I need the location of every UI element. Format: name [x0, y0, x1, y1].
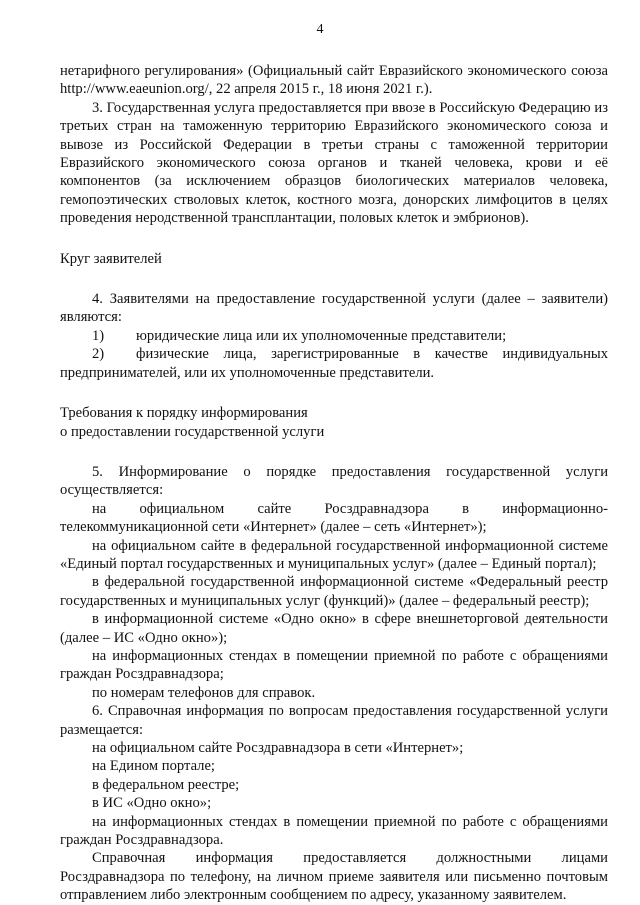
paragraph-5-item-website: на официальном сайте Росздравнадзора в информационно-телекоммуникационной сети «Интернет» (далее – сеть «Интернет»); — [60, 500, 608, 536]
paragraph-6-item-portal: на Едином портале; — [92, 758, 215, 775]
paragraph-3: 3. Государственная услуга предоставляется при ввозе в Российскую Федерацию из третьих стран на таможенную территорию Евразийского экономического союза и вывозе из Российской Федерации в третьи страны с таможенной территории Евразийского экономического союза органов и тканей человека, крови и её компонентов (за исключением образцов биологических материалов человека, гемопоэтических стволовых клеток, костного мозга, донорских лимфоцитов в целях проведения неродственной трансплантации, половых клеток и эмбрионов). — [60, 99, 608, 227]
list-item-text: юридические лица или их уполномоченные представители; — [136, 327, 507, 344]
paragraph-6-item-stands: на информационных стендах в помещении приемной по работе с обращениями граждан Росздравнадзора. — [60, 813, 608, 849]
list-item-2 — [60, 345, 608, 382]
paragraph-5-item-portal: на официальном сайте в федеральной государственной информационной системе «Единый портал государственных и муниципальных услуг» (далее – Единый портал); — [60, 537, 608, 572]
paragraph-5-item-registry: в федеральной государственной информационной системе «Федеральный реестр государственных и муниципальных услуг (функций)» (далее – федеральный реестр); — [60, 574, 608, 609]
section-heading-applicants: Круг заявителей — [60, 250, 162, 267]
paragraph-4: 4. Заявителями на предоставление государственной услуги (далее – заявители) являются: — [60, 291, 608, 326]
section-heading-requirements-line2: о предоставлении государственной услуги — [60, 423, 325, 440]
paragraph-6-reference-info: Справочная информация предоставляется должностными лицами Росздравнадзора по телефону, на личном приеме заявителя или письменно почтовым отправлением либо электронным сообщением по адресу, указанному заявителем. — [60, 850, 608, 904]
paragraph-6-item-one-window: в ИС «Одно окно»; — [92, 795, 212, 812]
paragraph-continuation: нетарифного регулирования» (Официальный сайт Евразийского экономического союза http://www.eaeunion.org/, 22 апреля 2015 г., 18 июня 2021 г.). — [60, 63, 608, 98]
list-item-text: физические лица, зарегистрированные в качестве индивидуальных предпринимателей, или их уполномоченные представители. — [60, 346, 608, 381]
paragraph-5-item-phones: по номерам телефонов для справок. — [92, 684, 316, 701]
paragraph-6-item-website: на официальном сайте Росздравнадзора в сети «Интернет»; — [92, 740, 464, 756]
list-item-number: 2) — [92, 346, 105, 363]
paragraph-6-item-registry: в федеральном реестре; — [92, 776, 240, 793]
document-body — [60, 62, 608, 905]
list-item-number: 1) — [92, 327, 105, 344]
section-heading-requirements-line1: Требования к порядку информирования — [60, 405, 308, 422]
paragraph-5-item-one-window: в информационной системе «Одно окно» в сфере внешнеторговой деятельности (далее – ИС «Одно окно»); — [60, 611, 608, 646]
paragraph-6: 6. Справочная информация по вопросам предоставления государственной услуги размещается: — [60, 703, 608, 738]
paragraph-5-item-stands: на информационных стендах в помещении приемной по работе с обращениями граждан Росздравнадзора; — [60, 647, 608, 683]
paragraph-5: 5. Информирование о порядке предоставления государственной услуги осуществляется: — [60, 463, 608, 499]
list-item-1 — [60, 327, 608, 345]
page-number: 4 — [316, 22, 324, 37]
